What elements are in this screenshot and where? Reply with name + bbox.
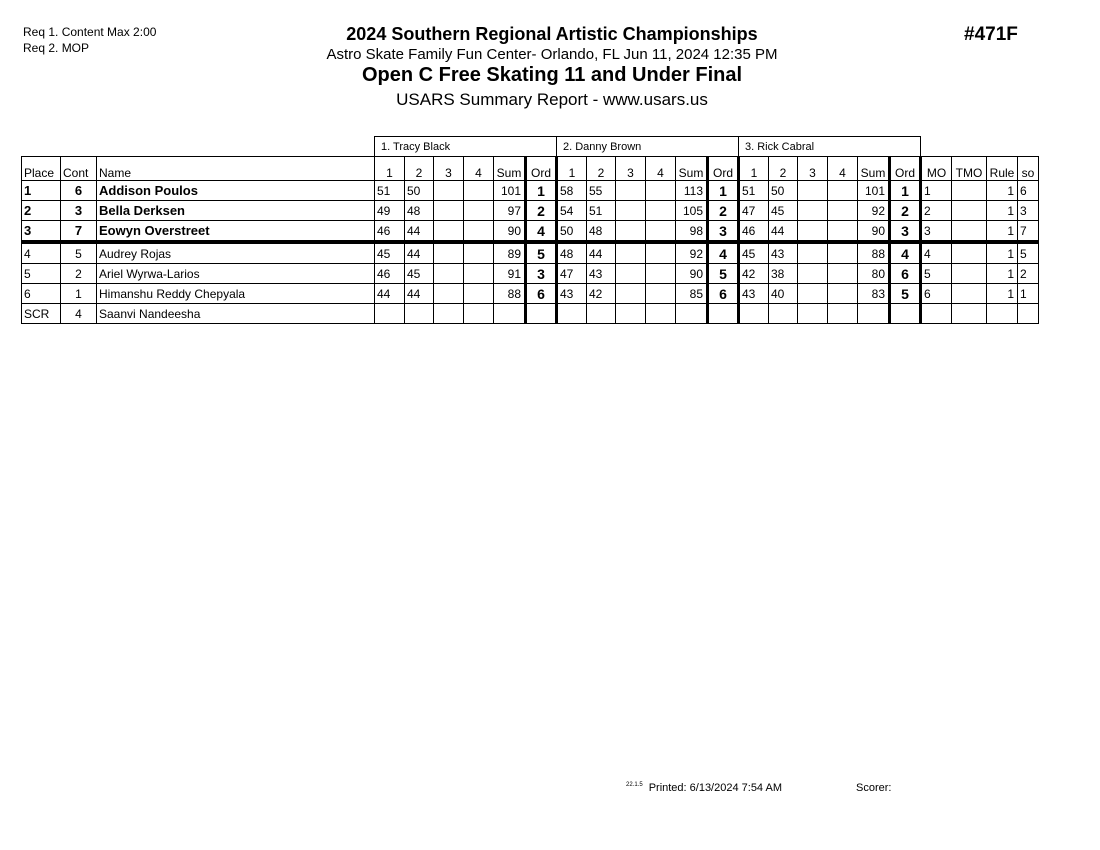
venue-line: Astro Skate Family Fun Center- Orlando, FL Jun 11, 2024 12:35 PM: [326, 46, 778, 63]
ord-cell: 2: [708, 201, 739, 221]
score-cell: 44: [405, 242, 434, 264]
scorer-label: Scorer:: [856, 782, 892, 794]
col-header-judge3-4: 4: [828, 157, 858, 181]
col-header-judge1-2: 2: [405, 157, 434, 181]
score-cell: [375, 304, 405, 324]
score-cell: 43: [557, 284, 587, 304]
score-cell: [464, 181, 494, 201]
score-cell: 51: [375, 181, 405, 201]
score-cell: 51: [739, 181, 769, 201]
score-cell: 40: [769, 284, 798, 304]
score-cell: 45: [739, 242, 769, 264]
sum-cell: 80: [858, 264, 890, 284]
score-cell: 50: [769, 181, 798, 201]
so-cell: 5: [1018, 242, 1039, 264]
sum-cell: 90: [676, 264, 708, 284]
mo-cell: 2: [921, 201, 952, 221]
sum-cell: [494, 304, 526, 324]
score-cell: [434, 284, 464, 304]
score-cell: [616, 201, 646, 221]
spacer: [952, 137, 987, 157]
score-cell: [434, 181, 464, 201]
sum-cell: 88: [858, 242, 890, 264]
tmo-cell: [952, 221, 987, 243]
score-cell: 43: [739, 284, 769, 304]
col-header-judge3-sum: Sum: [858, 157, 890, 181]
tmo-cell: [952, 201, 987, 221]
col-header-judge1-3: 3: [434, 157, 464, 181]
judge-header-3: 3. Rick Cabral: [739, 137, 921, 157]
score-cell: 44: [587, 242, 616, 264]
ord-cell: [526, 304, 557, 324]
footer-code: 22.1.5: [626, 782, 643, 788]
col-header-cont: Cont: [61, 157, 97, 181]
col-header-judge3-3: 3: [798, 157, 828, 181]
col-header-judge2-2: 2: [587, 157, 616, 181]
score-cell: 58: [557, 181, 587, 201]
so-cell: 6: [1018, 181, 1039, 201]
score-cell: 48: [557, 242, 587, 264]
col-header-judge1-4: 4: [464, 157, 494, 181]
score-cell: 44: [405, 221, 434, 243]
col-header-judge1-ord: Ord: [526, 157, 557, 181]
col-header-judge2-1: 1: [557, 157, 587, 181]
rule-cell: 1: [987, 284, 1018, 304]
ord-cell: 6: [526, 284, 557, 304]
ord-cell: 2: [526, 201, 557, 221]
score-cell: 50: [557, 221, 587, 243]
col-header-judge3-2: 2: [769, 157, 798, 181]
table-row: [22, 242, 1039, 264]
mo-cell: 6: [921, 284, 952, 304]
score-cell: [616, 284, 646, 304]
judge-header-1: 1. Tracy Black: [375, 137, 557, 157]
place-cell: 3: [22, 221, 61, 243]
ord-cell: 5: [708, 264, 739, 284]
sum-cell: 88: [494, 284, 526, 304]
mo-cell: 1: [921, 181, 952, 201]
requirement-1: Req 1. Content Max 2:00: [23, 25, 157, 39]
event-title: Open C Free Skating 11 and Under Final: [361, 64, 743, 86]
score-cell: 51: [587, 201, 616, 221]
table-row: [22, 304, 1039, 324]
sum-cell: 97: [494, 201, 526, 221]
score-cell: [828, 304, 858, 324]
place-cell: 6: [22, 284, 61, 304]
name-cell: Addison Poulos: [97, 181, 375, 201]
score-cell: [464, 242, 494, 264]
col-header-judge1-sum: Sum: [494, 157, 526, 181]
score-cell: 44: [769, 221, 798, 243]
score-cell: [587, 304, 616, 324]
ord-cell: 5: [526, 242, 557, 264]
ord-cell: 3: [708, 221, 739, 243]
so-cell: 2: [1018, 264, 1039, 284]
score-cell: [828, 284, 858, 304]
score-cell: 45: [375, 242, 405, 264]
spacer: [987, 137, 1018, 157]
sum-cell: 101: [858, 181, 890, 201]
score-cell: 47: [557, 264, 587, 284]
ord-cell: 4: [890, 242, 921, 264]
score-cell: [464, 264, 494, 284]
score-cell: [464, 221, 494, 243]
requirement-2: Req 2. MOP: [23, 41, 90, 55]
score-cell: [616, 304, 646, 324]
score-cell: [798, 284, 828, 304]
sum-cell: 105: [676, 201, 708, 221]
score-cell: [616, 221, 646, 243]
col-header-judge2-ord: Ord: [708, 157, 739, 181]
score-cell: 43: [587, 264, 616, 284]
name-cell: Eowyn Overstreet: [97, 221, 375, 243]
score-cell: [798, 181, 828, 201]
score-cell: [434, 264, 464, 284]
ord-cell: 1: [890, 181, 921, 201]
ord-cell: 6: [890, 264, 921, 284]
score-cell: [646, 201, 676, 221]
sum-cell: [858, 304, 890, 324]
name-cell: Bella Derksen: [97, 201, 375, 221]
ord-cell: [708, 304, 739, 324]
ord-cell: [890, 304, 921, 324]
score-cell: [798, 264, 828, 284]
ord-cell: 1: [708, 181, 739, 201]
col-header-tmo: TMO: [952, 157, 987, 181]
table-row: [22, 181, 1039, 201]
score-cell: [434, 201, 464, 221]
judge-header-2: 2. Danny Brown: [557, 137, 739, 157]
sum-cell: 90: [494, 221, 526, 243]
ord-cell: 3: [526, 264, 557, 284]
mo-cell: 4: [921, 242, 952, 264]
sum-cell: 85: [676, 284, 708, 304]
score-cell: 48: [587, 221, 616, 243]
score-cell: [828, 221, 858, 243]
report-title: USARS Summary Report - www.usars.us: [396, 90, 708, 109]
score-cell: [646, 221, 676, 243]
spacer: [921, 137, 952, 157]
so-cell: 1: [1018, 284, 1039, 304]
score-cell: 50: [405, 181, 434, 201]
score-cell: [616, 181, 646, 201]
ord-cell: 4: [526, 221, 557, 243]
score-cell: 47: [739, 201, 769, 221]
score-cell: [646, 284, 676, 304]
score-cell: [646, 242, 676, 264]
score-cell: [828, 201, 858, 221]
score-cell: 44: [375, 284, 405, 304]
score-cell: [798, 221, 828, 243]
rule-cell: 1: [987, 264, 1018, 284]
table-row: [22, 221, 1039, 243]
sum-cell: 101: [494, 181, 526, 201]
table-row: [22, 284, 1039, 304]
score-cell: [798, 242, 828, 264]
score-cell: [646, 264, 676, 284]
ord-cell: 2: [890, 201, 921, 221]
mo-cell: [921, 304, 952, 324]
sum-cell: 113: [676, 181, 708, 201]
cont-cell: 5: [61, 242, 97, 264]
name-cell: Himanshu Reddy Chepyala: [97, 284, 375, 304]
event-number: #471F: [964, 24, 1018, 45]
score-cell: 45: [769, 201, 798, 221]
sum-cell: 92: [858, 201, 890, 221]
col-header-judge3-ord: Ord: [890, 157, 921, 181]
score-cell: [434, 304, 464, 324]
score-cell: [434, 221, 464, 243]
score-cell: 46: [375, 221, 405, 243]
cont-cell: 2: [61, 264, 97, 284]
col-header-mo: MO: [921, 157, 952, 181]
score-cell: 46: [375, 264, 405, 284]
table-row: [22, 264, 1039, 284]
so-cell: [1018, 304, 1039, 324]
score-cell: [646, 304, 676, 324]
place-cell: 2: [22, 201, 61, 221]
rule-cell: [987, 304, 1018, 324]
rule-cell: 1: [987, 242, 1018, 264]
sum-cell: 90: [858, 221, 890, 243]
col-header-name: Name: [97, 157, 375, 181]
rule-cell: 1: [987, 221, 1018, 243]
score-cell: 54: [557, 201, 587, 221]
name-cell: Ariel Wyrwa-Larios: [97, 264, 375, 284]
score-cell: [464, 284, 494, 304]
so-cell: 7: [1018, 221, 1039, 243]
tmo-cell: [952, 242, 987, 264]
printed-date: Printed: 6/13/2024 7:54 AM: [648, 782, 783, 794]
ord-cell: 5: [890, 284, 921, 304]
mo-cell: 5: [921, 264, 952, 284]
rule-cell: 1: [987, 181, 1018, 201]
spacer: [97, 137, 375, 157]
score-cell: [769, 304, 798, 324]
ord-cell: 6: [708, 284, 739, 304]
score-cell: [405, 304, 434, 324]
table-row: [22, 201, 1039, 221]
score-cell: [828, 264, 858, 284]
tmo-cell: [952, 181, 987, 201]
so-cell: 3: [1018, 201, 1039, 221]
summary-table: [21, 136, 1039, 324]
sum-cell: 91: [494, 264, 526, 284]
score-cell: 55: [587, 181, 616, 201]
score-cell: [616, 264, 646, 284]
place-cell: 1: [22, 181, 61, 201]
score-cell: 45: [405, 264, 434, 284]
col-header-place: Place: [22, 157, 61, 181]
ord-cell: 4: [708, 242, 739, 264]
rule-cell: 1: [987, 201, 1018, 221]
spacer: [61, 137, 97, 157]
sum-cell: [676, 304, 708, 324]
cont-cell: 4: [61, 304, 97, 324]
score-cell: [739, 304, 769, 324]
score-cell: [464, 201, 494, 221]
page-title: 2024 Southern Regional Artistic Championships: [346, 24, 758, 44]
tmo-cell: [952, 264, 987, 284]
score-cell: [464, 304, 494, 324]
ord-cell: 3: [890, 221, 921, 243]
name-cell: Saanvi Nandeesha: [97, 304, 375, 324]
tmo-cell: [952, 284, 987, 304]
col-header-judge2-4: 4: [646, 157, 676, 181]
sum-cell: 92: [676, 242, 708, 264]
place-cell: 4: [22, 242, 61, 264]
name-cell: Audrey Rojas: [97, 242, 375, 264]
col-header-rule: Rule: [987, 157, 1018, 181]
mo-cell: 3: [921, 221, 952, 243]
score-cell: 44: [405, 284, 434, 304]
score-cell: [828, 181, 858, 201]
score-cell: 42: [739, 264, 769, 284]
sum-cell: 83: [858, 284, 890, 304]
place-cell: 5: [22, 264, 61, 284]
col-header-judge2-3: 3: [616, 157, 646, 181]
sum-cell: 98: [676, 221, 708, 243]
tmo-cell: [952, 304, 987, 324]
col-header-judge3-1: 1: [739, 157, 769, 181]
score-cell: [798, 201, 828, 221]
cont-cell: 3: [61, 201, 97, 221]
score-cell: 46: [739, 221, 769, 243]
score-cell: 43: [769, 242, 798, 264]
spacer: [1018, 137, 1039, 157]
footer-printed: [626, 782, 782, 794]
col-header-so: so: [1018, 157, 1039, 181]
score-cell: 49: [375, 201, 405, 221]
score-cell: [616, 242, 646, 264]
cont-cell: 1: [61, 284, 97, 304]
sum-cell: 89: [494, 242, 526, 264]
cont-cell: 6: [61, 181, 97, 201]
ord-cell: 1: [526, 181, 557, 201]
score-cell: [557, 304, 587, 324]
score-cell: [798, 304, 828, 324]
cont-cell: 7: [61, 221, 97, 243]
score-cell: [434, 242, 464, 264]
score-cell: 48: [405, 201, 434, 221]
spacer: [22, 137, 61, 157]
score-cell: [828, 242, 858, 264]
score-cell: 38: [769, 264, 798, 284]
col-header-judge2-sum: Sum: [676, 157, 708, 181]
place-cell: SCR: [22, 304, 61, 324]
score-cell: [646, 181, 676, 201]
col-header-judge1-1: 1: [375, 157, 405, 181]
score-cell: 42: [587, 284, 616, 304]
